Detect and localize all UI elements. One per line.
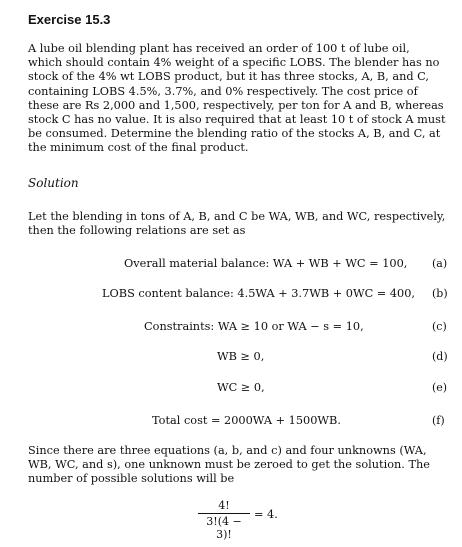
solution-heading: Solution: [28, 176, 79, 190]
fraction-numerator: 4!: [218, 499, 230, 512]
equation-a: Overall material balance: WA + WB + WC = 100,: [124, 257, 408, 270]
equation-b: LOBS content balance: 4.5WA + 3.7WB + 0WC = 400,: [102, 287, 416, 300]
equation-c: Constraints: WA ≥ 10 or WA − s = 10,: [144, 320, 364, 333]
equation-label-b: (b): [432, 287, 448, 300]
exercise-title: Exercise 15.3: [28, 12, 111, 27]
combination-fraction: [198, 499, 250, 541]
equation-f: Total cost = 2000WA + 1500WB.: [152, 414, 341, 427]
fraction-denominator: 3!(4 − 3)!: [206, 515, 242, 541]
equation-e: WC ≥ 0,: [217, 381, 265, 394]
solution-intro: Let the blending in tons of A, B, and C be WA, WB, and WC, respectively, then the following relations are set as: [28, 210, 446, 238]
equation-label-e: (e): [432, 381, 448, 394]
fraction-bar: [198, 513, 250, 514]
equation-label-f: (f): [432, 414, 445, 427]
problem-statement: A lube oil blending plant has received an order of 100 t of lube oil, which should contain 4% weight of a specific LOBS. The blender has no stock of the 4% wt LOBS product, but it has three stocks, A, B, and C, containing LOBS 4.5%, 3.7%, and 0% respectively. The cost price of these are Rs 2,000 and 1,500, respectively, per ton for A and B, whereas stock C has no value. It is also required that at least 10 t of stock A must be consumed. Determine the blending ratio of the stocks A, B, and C, at the minimum cost of the final product.: [28, 42, 446, 155]
equation-label-d: (d): [432, 350, 448, 363]
fraction-result: = 4.: [254, 508, 278, 521]
equation-label-a: (a): [432, 257, 448, 270]
equation-d: WB ≥ 0,: [217, 350, 265, 363]
equation-label-c: (c): [432, 320, 447, 333]
solution-conclusion: Since there are three equations (a, b, and c) and four unknowns (WA, WB, WC, and s), one unknown must be zeroed to get the solution. The number of possible solutions will be: [28, 444, 430, 486]
